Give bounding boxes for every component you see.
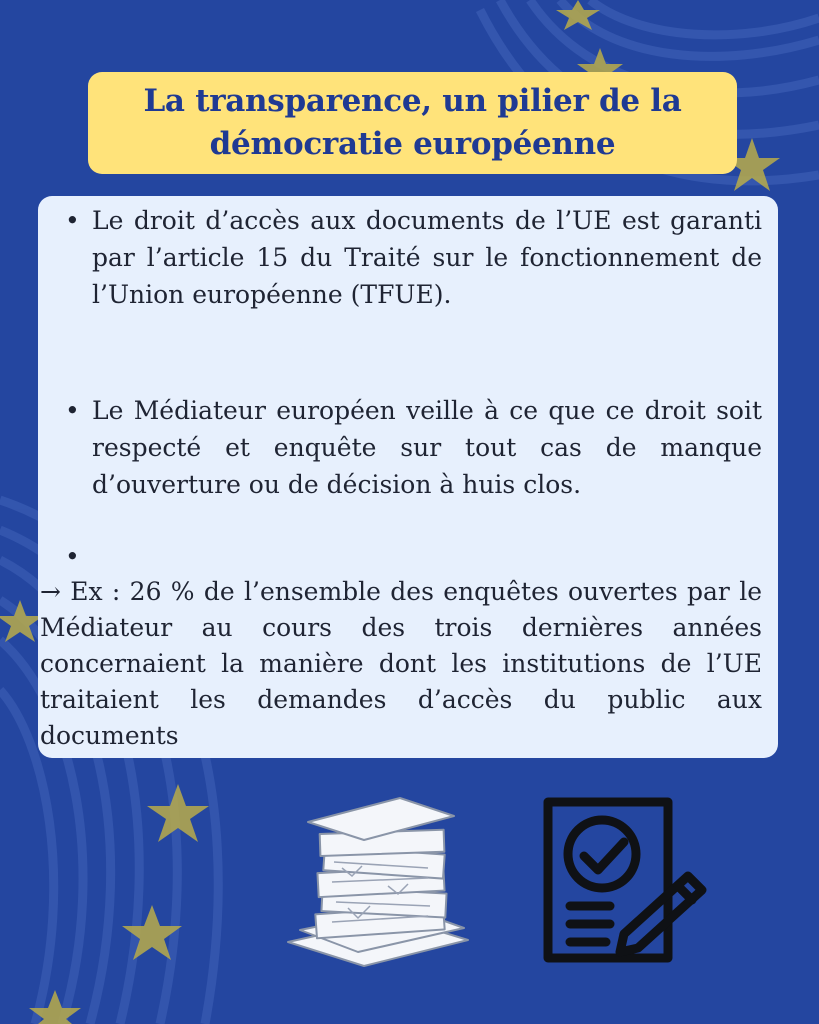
page-title-line-1: La transparence, un pilier de la [143,83,682,119]
bullet-dot-icon: • [65,542,80,571]
title-banner [88,72,737,174]
bullet-item [65,392,762,503]
page-title-line-2: démocratie européenne [209,126,616,162]
bullet-dot-icon: • [65,396,80,425]
signed-document-icon [540,794,710,964]
bullet-text: Le droit d’accès aux documents de l’UE est garanti par l’article 15 du Traité sur le fonctionnement de l’Union européenne (TFUE). [92,206,762,309]
paper-stack-icon [278,790,478,980]
bullet-item-empty [65,538,762,575]
content-panel [38,196,778,758]
example-statistic: → Ex : 26 % de l’ensemble des enquêtes ouvertes par le Médiateur au cours des trois dernières années concernaient la manière dont les institutions de l’UE traitaient les demandes d’accès du public aux documents [40,577,762,750]
bullet-item [65,202,762,313]
bullet-dot-icon: • [65,206,80,235]
bullet-text: Le Médiateur européen veille à ce que ce droit soit respecté et enquête sur tout cas de manque d’ouverture ou de décision à huis clos. [92,396,762,499]
